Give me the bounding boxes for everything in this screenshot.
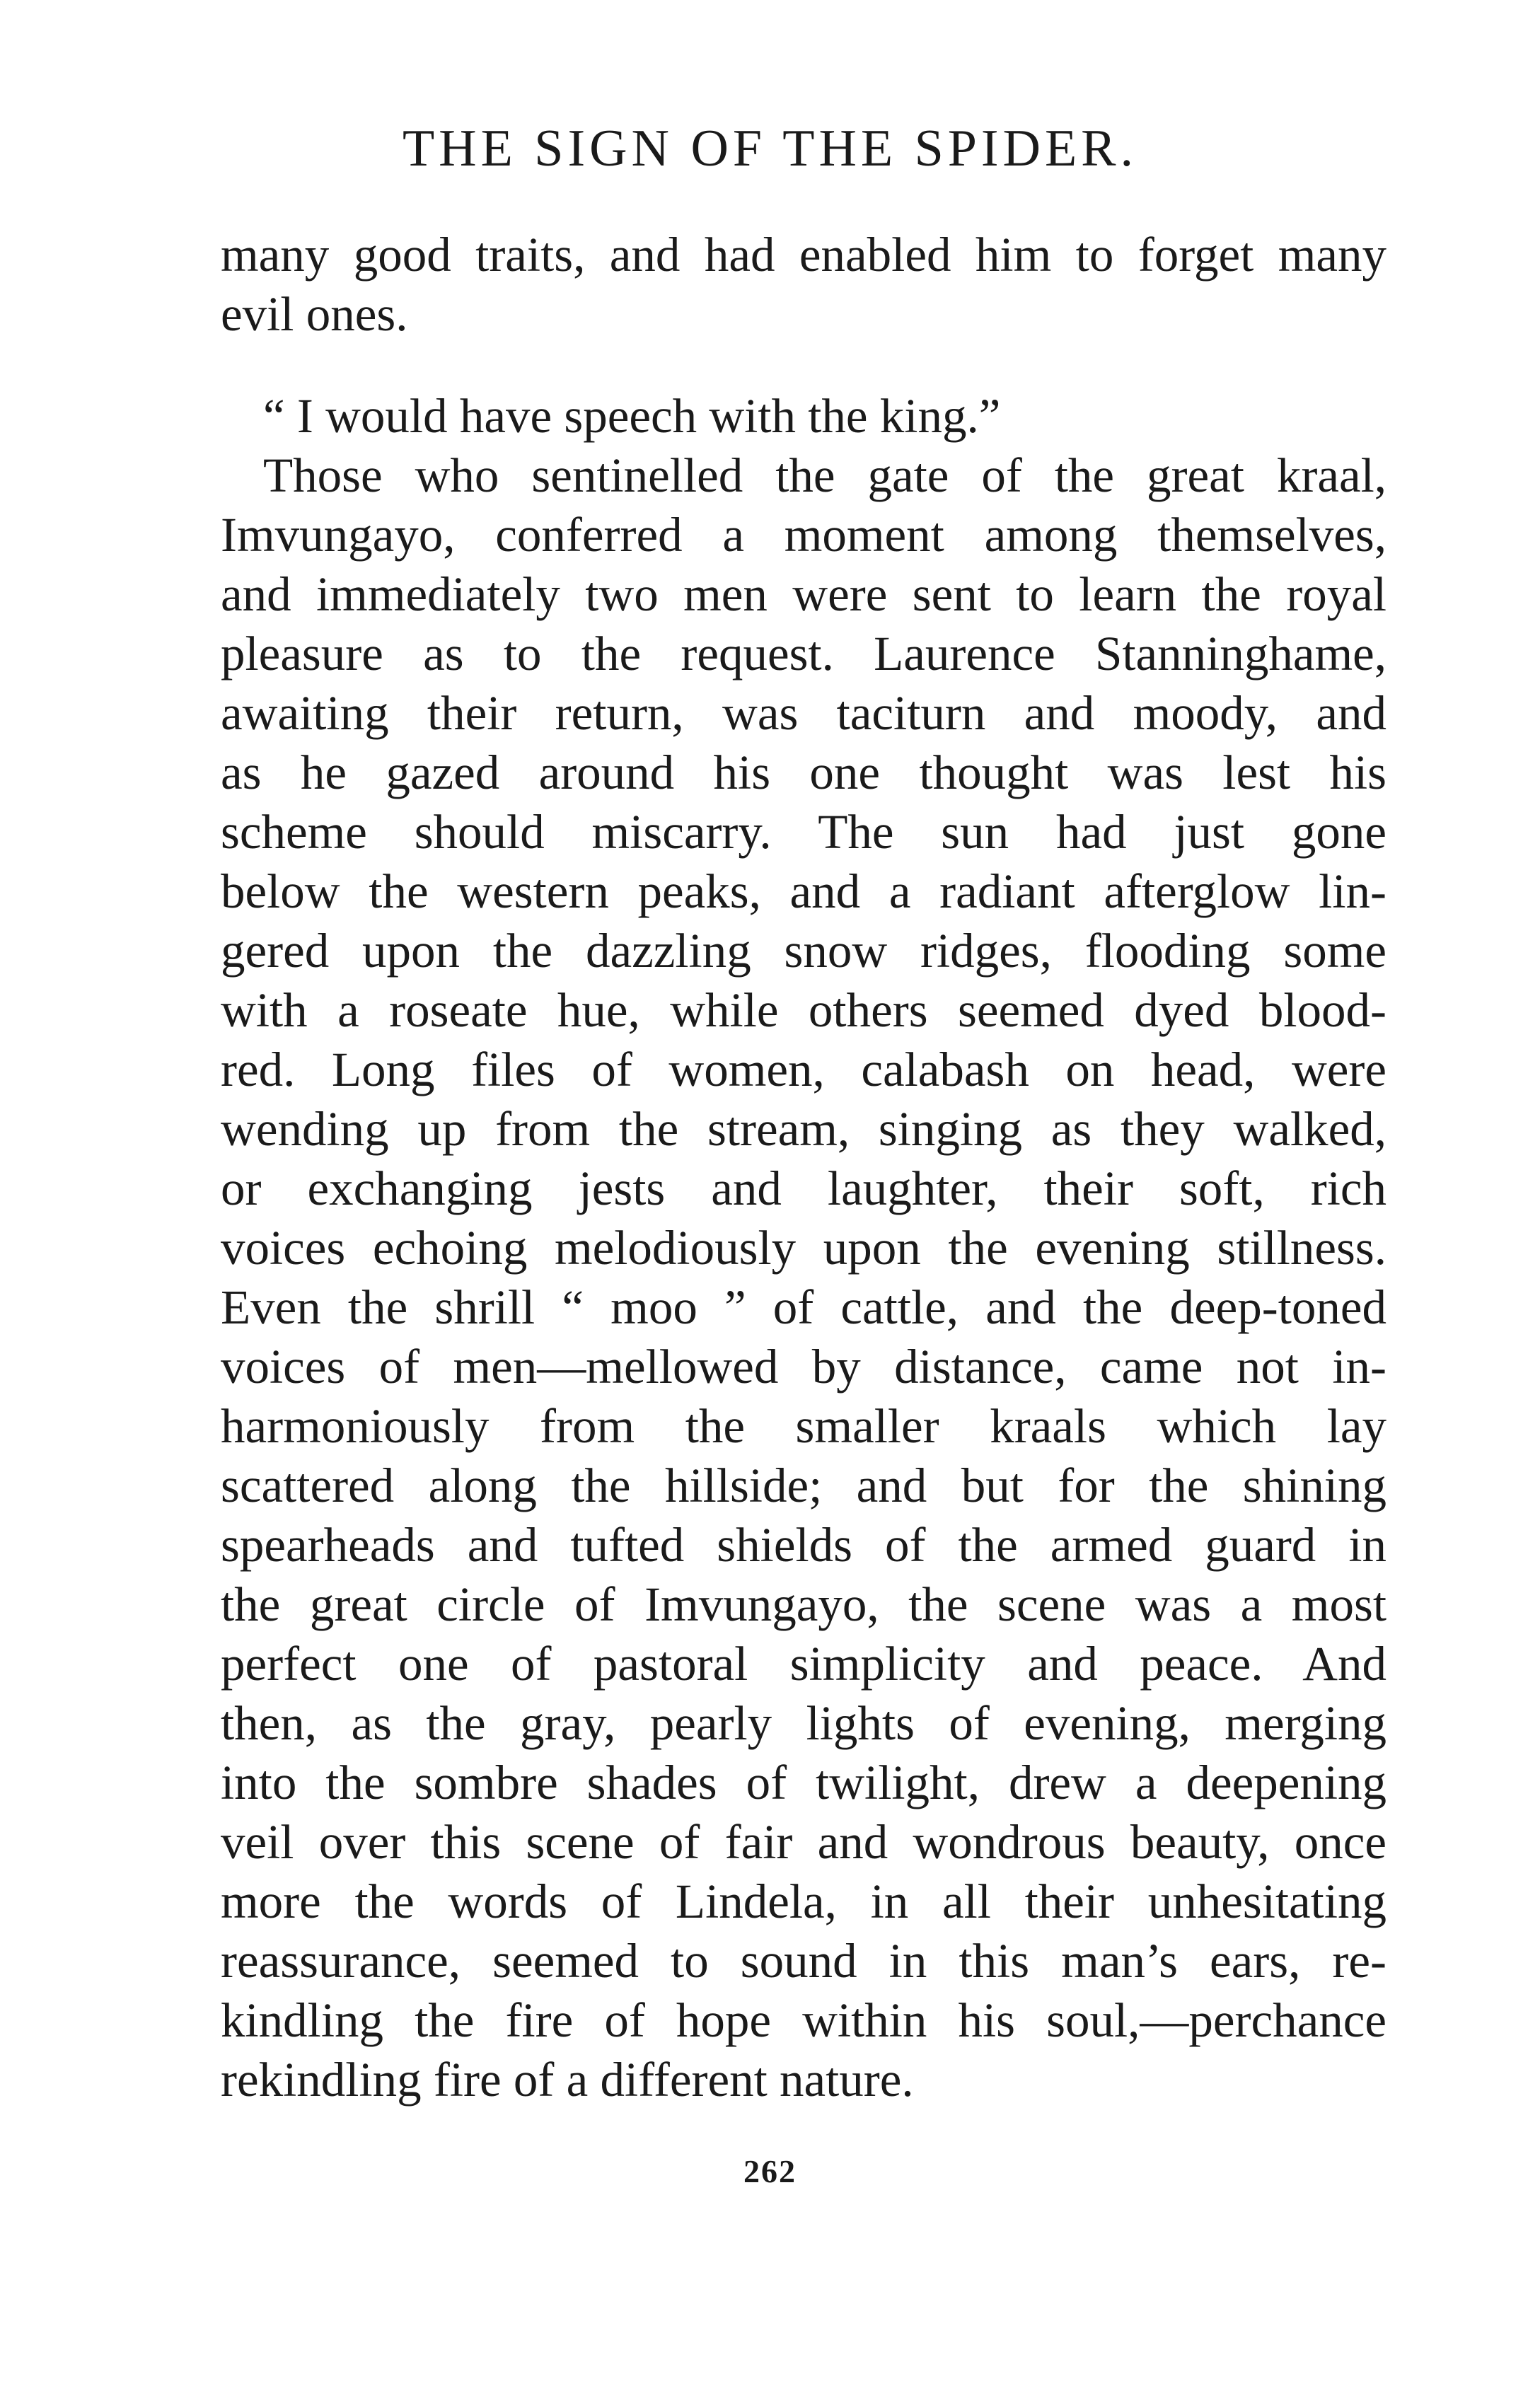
text-line: below the western peaks, and a radiant afterglow lin- — [221, 864, 1386, 918]
text-line: the great circle of Imvungayo, the scene was a most — [221, 1577, 1386, 1631]
dialogue-line: “ I would have speech with the king.” — [263, 389, 1001, 443]
body-text — [221, 225, 1386, 2109]
text-line: reassurance, seemed to sound in this man’s ears, re- — [221, 1934, 1386, 1988]
page-number: 262 — [743, 2153, 797, 2189]
paragraph-gap — [221, 344, 1386, 386]
text-line: scheme should miscarry. The sun had just gone — [221, 805, 1386, 859]
text-line: voices echoing melodiously upon the evening stillness. — [221, 1221, 1386, 1275]
text-line: kindling the fire of hope within his soul,—perchance — [221, 1993, 1386, 2047]
text-line: evil ones. — [221, 287, 408, 341]
text-line: veil over this scene of fair and wondrous beauty, once — [221, 1815, 1386, 1869]
text-line: into the sombre shades of twilight, drew a deepening — [221, 1756, 1386, 1809]
text-line: wending up from the stream, singing as they walked, — [221, 1102, 1386, 1156]
text-line: gered upon the dazzling snow ridges, flooding some — [221, 924, 1386, 978]
text-line: Those who sentinelled the gate of the great kraal, — [263, 448, 1386, 502]
text-line: harmoniously from the smaller kraals which lay — [221, 1399, 1386, 1453]
text-line: red. Long files of women, calabash on head, were — [221, 1043, 1386, 1096]
text-line: voices of men—mellowed by distance, came not in- — [221, 1340, 1386, 1394]
text-line: perfect one of pastoral simplicity and peace. And — [221, 1637, 1386, 1691]
text-line: scattered along the hillside; and but for the shining — [221, 1459, 1386, 1512]
text-line: rekindling fire of a different nature. — [221, 2053, 914, 2107]
text-line: as he gazed around his one thought was lest his — [221, 746, 1386, 799]
text-line: more the words of Lindela, in all their unhesitating — [221, 1875, 1386, 1928]
text-line: with a roseate hue, while others seemed dyed blood- — [221, 983, 1386, 1037]
text-line: then, as the gray, pearly lights of evening, merging — [221, 1696, 1386, 1750]
text-line: Imvungayo, conferred a moment among themselves, — [221, 508, 1386, 562]
text-line: or exchanging jests and laughter, their soft, rich — [221, 1161, 1386, 1215]
text-line: awaiting their return, was taciturn and moody, and — [221, 686, 1386, 740]
text-line: spearheads and tufted shields of the armed guard in — [221, 1518, 1386, 1572]
running-head: THE SIGN OF THE SPIDER. — [402, 120, 1138, 178]
text-line: and immediately two men were sent to learn the royal — [221, 567, 1386, 621]
text-line: many good traits, and had enabled him to forget many — [221, 228, 1386, 282]
text-line: pleasure as to the request. Laurence Stanninghame, — [221, 627, 1386, 680]
text-line: Even the shrill “ moo ” of cattle, and the deep-toned — [221, 1280, 1386, 1334]
